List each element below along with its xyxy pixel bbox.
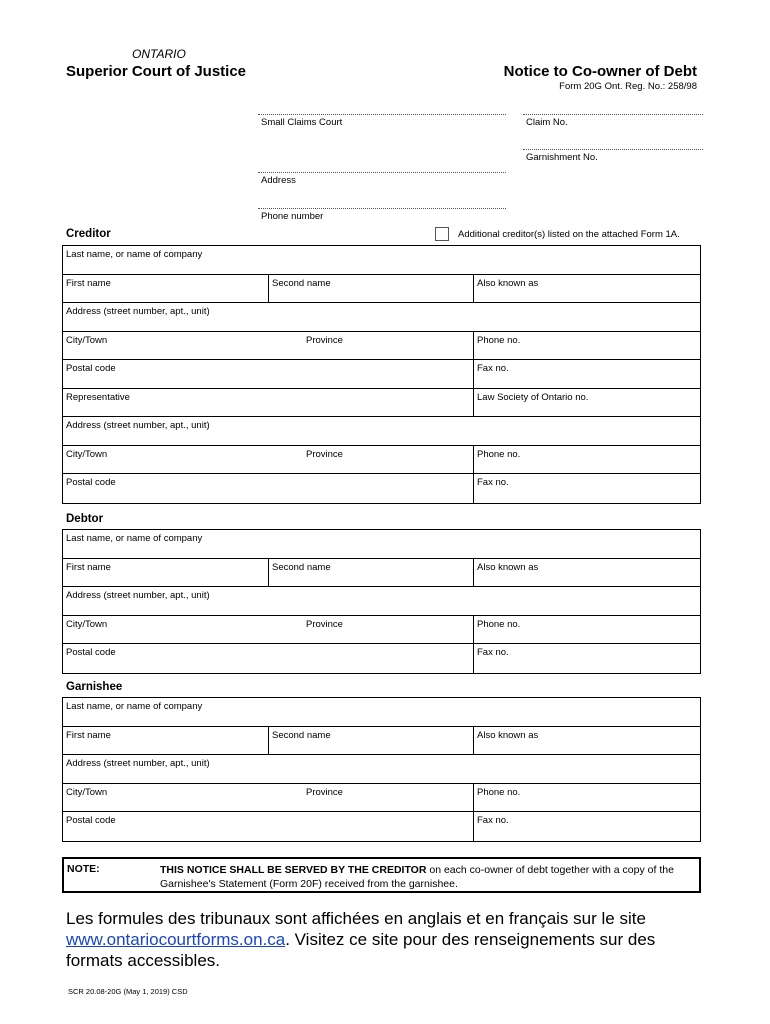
representative-postal-cell[interactable] <box>63 474 473 503</box>
additional-creditors-checkbox[interactable] <box>435 227 449 241</box>
garnishee-aka-cell[interactable] <box>473 727 700 755</box>
debtor-second-name-cell[interactable] <box>268 559 473 587</box>
city-town-label: City/Town <box>66 786 108 798</box>
debtor-aka-cell[interactable] <box>473 559 700 587</box>
creditor-phone-cell[interactable] <box>473 332 700 360</box>
small-claims-court-field[interactable] <box>258 114 506 128</box>
postal-code-label: Postal code <box>66 815 116 826</box>
representative-cell[interactable] <box>63 389 473 417</box>
representative-province-cell[interactable] <box>303 446 473 474</box>
also-known-as-label: Also known as <box>477 561 539 573</box>
creditor-name-row <box>63 275 700 304</box>
note-label: NOTE: <box>67 863 100 875</box>
fax-no-label: Fax no. <box>477 363 509 374</box>
creditor-city-row <box>63 332 700 361</box>
debtor-address-row[interactable] <box>63 587 700 616</box>
postal-code-label: Postal code <box>66 363 116 374</box>
court-name: Superior Court of Justice <box>66 63 247 80</box>
province-label: Province <box>306 786 343 798</box>
creditor-section-title: Creditor <box>66 228 111 240</box>
debtor-first-name-cell[interactable] <box>63 559 268 587</box>
garnishee-postal-row <box>63 812 700 841</box>
representative-city-cell[interactable] <box>63 446 303 474</box>
garnishee-name-row <box>63 727 700 756</box>
phone-no-label: Phone no. <box>477 786 521 798</box>
city-town-label: City/Town <box>66 618 108 630</box>
fax-no-label: Fax no. <box>477 477 509 488</box>
representative-postal-row <box>63 474 700 503</box>
creditor-province-cell[interactable] <box>303 332 473 360</box>
phone-no-label: Phone no. <box>477 334 521 346</box>
garnishee-second-name-cell[interactable] <box>268 727 473 755</box>
debtor-section-title: Debtor <box>66 513 104 525</box>
debtor-phone-cell[interactable] <box>473 616 700 644</box>
creditor-address-label: Address (street number, apt., unit) <box>66 306 210 317</box>
debtor-city-row <box>63 616 700 645</box>
garnishee-fax-cell[interactable] <box>473 812 700 841</box>
city-town-label: City/Town <box>66 334 108 346</box>
postal-code-label: Postal code <box>66 647 116 658</box>
form-title: Notice to Co-owner of Debt <box>503 63 697 80</box>
city-town-label: City/Town <box>66 448 108 460</box>
claim-no-label: Claim No. <box>526 117 568 128</box>
debtor-last-name-row[interactable] <box>63 530 700 559</box>
note-bold-text: THIS NOTICE SHALL BE SERVED BY THE CREDITOR <box>160 864 427 876</box>
also-known-as-label: Also known as <box>477 729 539 741</box>
province-label: Province <box>306 448 343 460</box>
first-name-label: First name <box>66 277 111 289</box>
garnishee-first-name-cell[interactable] <box>63 727 268 755</box>
debtor-address-label: Address (street number, apt., unit) <box>66 590 210 601</box>
creditor-aka-cell[interactable] <box>473 275 700 303</box>
second-name-label: Second name <box>272 729 331 741</box>
french-text-before: Les formules des tribunaux sont affichées en anglais et en français sur le site <box>66 909 646 928</box>
first-name-label: First name <box>66 729 111 741</box>
court-address-label: Address <box>261 175 296 186</box>
garnishee-city-row <box>63 784 700 813</box>
phone-no-label: Phone no. <box>477 448 521 460</box>
representative-fax-cell[interactable] <box>473 474 700 503</box>
phone-no-label: Phone no. <box>477 618 521 630</box>
fax-no-label: Fax no. <box>477 815 509 826</box>
additional-creditors-label: Additional creditor(s) listed on the attached Form 1A. <box>458 228 680 240</box>
first-name-label: First name <box>66 561 111 573</box>
province-heading: ONTARIO <box>132 47 186 61</box>
garnishee-last-name-label: Last name, or name of company <box>66 701 203 712</box>
garnishment-no-field[interactable] <box>523 149 703 163</box>
debtor-city-cell[interactable] <box>63 616 303 644</box>
creditor-postal-cell[interactable] <box>63 360 473 388</box>
debtor-postal-row <box>63 644 700 673</box>
creditor-postal-row <box>63 360 700 389</box>
garnishee-phone-cell[interactable] <box>473 784 700 812</box>
fax-no-label: Fax no. <box>477 647 509 658</box>
creditor-city-cell[interactable] <box>63 332 303 360</box>
law-society-cell[interactable] <box>473 389 700 417</box>
creditor-table <box>62 245 701 504</box>
french-notice <box>66 908 706 971</box>
creditor-last-name-label: Last name, or name of company <box>66 249 203 260</box>
note-box <box>62 857 701 893</box>
claim-no-field[interactable] <box>523 114 703 128</box>
ontario-court-forms-link[interactable]: www.ontariocourtforms.on.ca <box>66 930 286 949</box>
debtor-name-row <box>63 559 700 588</box>
additional-creditors-option <box>435 227 680 241</box>
creditor-fax-cell[interactable] <box>473 360 700 388</box>
court-address-field[interactable] <box>258 172 506 186</box>
law-society-label: Law Society of Ontario no. <box>477 391 589 403</box>
garnishee-address-row[interactable] <box>63 755 700 784</box>
second-name-label: Second name <box>272 561 331 573</box>
also-known-as-label: Also known as <box>477 277 539 289</box>
debtor-last-name-label: Last name, or name of company <box>66 533 203 544</box>
garnishment-no-label: Garnishment No. <box>526 152 598 163</box>
representative-address-label: Address (street number, apt., unit) <box>66 420 210 431</box>
debtor-province-cell[interactable] <box>303 616 473 644</box>
garnishee-postal-cell[interactable] <box>63 812 473 841</box>
province-label: Province <box>306 334 343 346</box>
creditor-last-name-row[interactable] <box>63 246 700 275</box>
representative-city-row <box>63 446 700 475</box>
french-text-after: . Visitez ce site pour des renseignements sur des formats accessibles. <box>66 930 656 970</box>
garnishee-address-label: Address (street number, apt., unit) <box>66 758 210 769</box>
garnishee-section-title: Garnishee <box>66 681 123 693</box>
garnishee-last-name-row[interactable] <box>63 698 700 727</box>
province-label: Province <box>306 618 343 630</box>
creditor-second-name-cell[interactable] <box>268 275 473 303</box>
representative-address-row[interactable] <box>63 417 700 446</box>
court-phone-field[interactable] <box>258 208 506 222</box>
second-name-label: Second name <box>272 277 331 289</box>
form-code-footer: SCR 20.08-20G (May 1, 2019) CSD <box>68 987 188 996</box>
note-text <box>160 863 695 891</box>
form-regulation: Form 20G Ont. Reg. No.: 258/98 <box>559 81 697 92</box>
garnishee-province-cell[interactable] <box>303 784 473 812</box>
creditor-address-row[interactable] <box>63 303 700 332</box>
debtor-table <box>62 529 701 674</box>
garnishee-table <box>62 697 701 842</box>
court-phone-label: Phone number <box>261 211 324 222</box>
representative-phone-cell[interactable] <box>473 446 700 474</box>
debtor-fax-cell[interactable] <box>473 644 700 673</box>
note-body-text: on each co-owner of debt together with a copy of the Garnishee's Statement (Form 20F) received from the garnishee. <box>160 864 674 890</box>
creditor-first-name-cell[interactable] <box>63 275 268 303</box>
representative-row <box>63 389 700 418</box>
postal-code-label: Postal code <box>66 477 116 488</box>
small-claims-court-label: Small Claims Court <box>261 117 343 128</box>
garnishee-city-cell[interactable] <box>63 784 303 812</box>
debtor-postal-cell[interactable] <box>63 644 473 673</box>
representative-label: Representative <box>66 391 130 403</box>
